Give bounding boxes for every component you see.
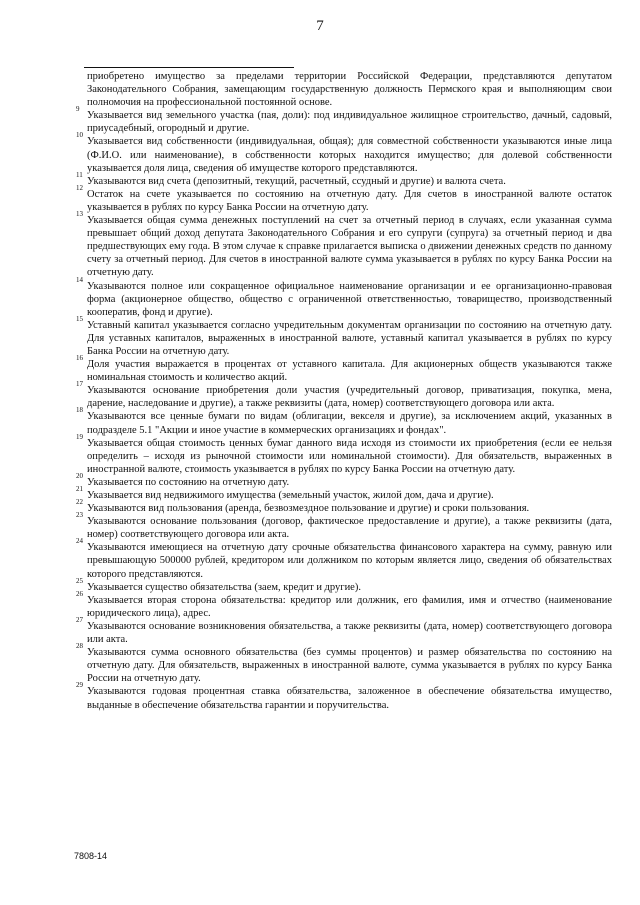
footnote-number: 17 — [76, 380, 83, 389]
footnote-text: Указываются имеющиеся на отчетную дату срочные обязательства финансового характера на сумму, равную или превышающую 500000 рублей, кредитором или должником по которым является лицо, сведения об обязательствах которого представляются. — [87, 542, 612, 580]
footnote-item — [76, 537, 612, 580]
footnote-text: Указывается существо обязательства (заем, кредит и другие). — [87, 581, 361, 593]
footnote-item — [76, 406, 612, 436]
footnote-number: 18 — [76, 406, 83, 415]
page-number: 7 — [316, 18, 324, 34]
footnote-item — [76, 432, 612, 476]
footnote-number: 13 — [76, 210, 83, 219]
footnote-item — [76, 615, 612, 646]
footnote-text: Указываются годовая процентная ставка обязательства, заложенное в обеспечение обязательства имущество, выданные в обеспечение обязательства гарантии и поручительства. — [87, 686, 612, 711]
footnote-number: 15 — [76, 314, 83, 323]
footnote-text: Указываются сумма основного обязательства (без суммы процентов) и размер обязательства по состоянию на отчетную дату. Для обязательств, выраженных в иностранной валюте, сумма указывается в рублях по курсу Банка России на отчетную дату. — [87, 647, 612, 685]
footnote-item — [76, 131, 612, 174]
footnote-number: 19 — [76, 432, 83, 441]
footnote-item — [76, 511, 612, 541]
footnote-text: Указывается вид собственности (индивидуальная, общая); для совместной собственности указываются иные лица (Ф.И.О. или наименование), в собственности которых находится имущество; для долевой собственности указывается доля лица, сведения об имуществе которого представляются. — [87, 136, 612, 174]
footnote-item — [76, 314, 612, 358]
footnote-number: 12 — [76, 183, 83, 192]
footnote-text: Указывается вид земельного участка (пая, доли): под индивидуальное жилищное строительство, дачный, садовый, приусадебный, огородный и другие. — [87, 110, 612, 135]
footnotes — [76, 70, 612, 712]
footnote-item — [76, 681, 612, 711]
footnote-item — [76, 210, 612, 279]
footnote-number: 26 — [76, 589, 83, 598]
footnote-continuation: приобретено имущество за пределами территории Российской Федерации, представляются депутатом Законодательного Собрания, замещающим государственную должность Пермского края и выполняющим свои полномочия на профессиональной постоянной основе. — [87, 71, 612, 109]
footnote-number: 21 — [76, 485, 83, 493]
footnote-number: 23 — [76, 511, 83, 520]
footnote-text: Указываются основание возникновения обязательства, а также реквизиты (дата, номер) соответствующего договора или акта. — [87, 620, 612, 646]
footnote-text: Указываются полное или сокращенное официальное наименование организации и ее организационно-правовая форма (акционерное общество, общество с ограниченной ответственностью, товарищество, производственный кооператив, фонд и другие). — [87, 280, 612, 318]
footnote-number: 22 — [76, 498, 83, 507]
footnote-text: Указываются основание приобретения доли участия (учредительный договор, приватизация, покупка, мена, дарение, наследование и другие), а также реквизиты (дата, номер) соответствующего договора или акта. — [87, 385, 612, 410]
footnote-text: Указывается общая стоимость ценных бумаг данного вида исходя из стоимости их приобретения (если ее нельзя определить – исходя из рыночной стоимости или номинальной стоимости). Для обязательств, выраженных в иностранной валюте, стоимость указывается в рублях по курсу Банка России на отчетную дату. — [87, 437, 612, 475]
footnote-number: 16 — [76, 354, 83, 363]
footnote-item — [76, 275, 612, 319]
footnote-item — [76, 183, 612, 214]
footnote-number: 11 — [76, 170, 83, 179]
footnote-separator — [84, 67, 294, 68]
footnote-item — [76, 576, 612, 594]
footnote-text: Указываются все ценные бумаги по видам (облигации, векселя и другие), за исключением акций, указанных в подразделе 5.1 "Акции и иное участие в коммерческих организациях и фондах". — [87, 411, 612, 436]
footnote-item — [76, 471, 612, 489]
footnote-item — [76, 105, 612, 135]
footnote-text: Указывается вид недвижимого имущества (земельный участок, жилой дом, дача и другие). — [87, 490, 494, 501]
footnote-number: 28 — [76, 642, 83, 651]
footnote-item — [76, 485, 612, 502]
footnote-item — [76, 642, 612, 685]
footnote-text: Указывается вторая сторона обязательства: кредитор или должник, его фамилия, имя и отчество (наименование юридического лица), адрес. — [87, 594, 612, 619]
footnote-item — [76, 498, 612, 515]
footnote-text: Доля участия выражается в процентах от уставного капитала. Для акционерных обществ указываются также номинальная стоимость и количество акций. — [87, 359, 612, 384]
footnote-number: 24 — [76, 537, 83, 546]
footnote-number: 9 — [76, 105, 80, 114]
footnote-text: Указывается общая сумма денежных поступлений на счет за отчетный период в случаях, если указанная сумма превышает общий доход депутата Законодательного Собрания и его супруги (супруга) за отчетный период и два предшествующих ему года. В этом случае к справке прилагается выписка о движении денежных средств по данному счету за отчетный период. Для счетов в иностранной валюте сумма указывается в рублях по курсу Банка России на отчетную дату. — [87, 215, 612, 279]
footnote-text: Указывается по состоянию на отчетную дату. — [87, 476, 290, 488]
footnote-number: 27 — [76, 615, 83, 624]
footnote-text: Указываются вид пользования (аренда, безвозмездное пользование и другие) и сроки пользования. — [87, 503, 530, 515]
footnote-list — [76, 105, 612, 711]
footnote-text: Указываются вид счета (депозитный, текущий, расчетный, ссудный и другие) и валюта счета. — [87, 175, 506, 187]
document-code: 7808-14 — [74, 851, 108, 861]
footnote-number: 25 — [76, 576, 83, 585]
footnote-item — [76, 354, 612, 384]
footnote-text: Уставный капитал указывается согласно учредительным документам организации по состоянию на отчетную дату. Для уставных капиталов, выраженных в иностранной валюте, уставный капитал указывается в рублях по курсу Банка России на отчетную дату. — [87, 319, 612, 357]
footnote-number: 14 — [76, 275, 83, 284]
footnote-text: Остаток на счете указывается по состоянию на отчетную дату. Для счетов в иностранной валюте остаток указывается в рублях по курсу Банка России на отчетную дату. — [87, 188, 612, 213]
footnote-text: Указываются основание пользования (договор, фактическое предоставление и другие), а также реквизиты (дата, номер) соответствующего договора или акта. — [87, 516, 612, 541]
footnote-item — [76, 589, 612, 620]
footnote-item — [76, 170, 612, 188]
footnote-item — [76, 380, 612, 410]
footnote-number: 20 — [76, 471, 83, 480]
footnote-number: 10 — [76, 131, 83, 140]
footnote-number: 29 — [76, 681, 83, 690]
